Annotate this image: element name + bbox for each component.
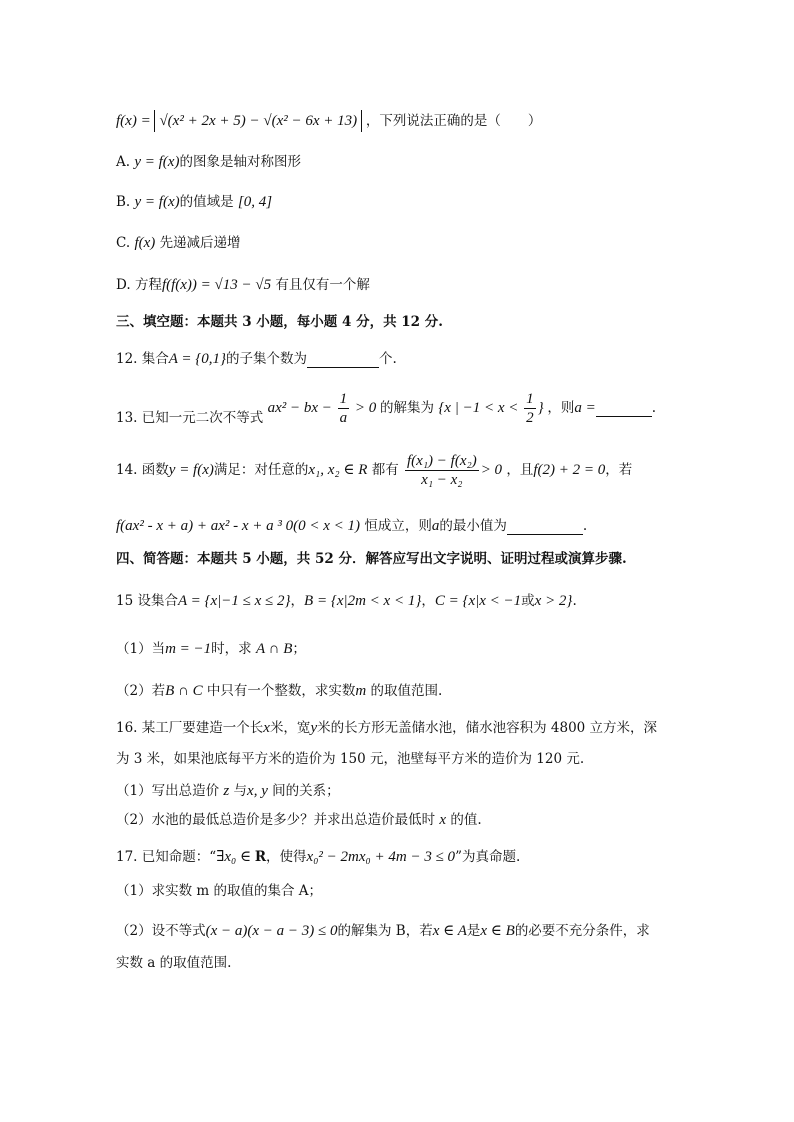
q11-stem-text: ，下列说法正确的是（ ） xyxy=(365,113,542,129)
q11-stem xyxy=(116,110,541,132)
q11-option-d: D. 方程f(f(x)) = √13 − √5 有且仅有一个解 xyxy=(116,277,370,293)
q14-answer-blank xyxy=(507,518,583,535)
q11-function-def: f(x) = √(x² + 2x + 5) − √(x² − 6x + 13) xyxy=(116,113,366,129)
q13-solution-set: {x | −1 < x < $\frac{1}{2}$ } xyxy=(438,391,544,426)
q11-option-c: C. f(x) 先递减后递增 xyxy=(116,235,241,251)
q15-part2: （2）若B ∩ C 中只有一个整数，求实数m 的取值范围. xyxy=(116,683,443,699)
q17-part1: （1）求实数 m 的取值的集合 A； xyxy=(116,883,323,899)
section-4-heading: 四、简答题：本题共 5 小题，共 52 分．解答应写出文字说明、证明过程或演算步骤. xyxy=(116,551,627,567)
q15: 15 设集合A = {x|−1 ≤ x ≤ 2}，B = {x|2m < x < 1}，C = {x|x < −1或x > 2}. xyxy=(116,593,577,609)
q16-part1: （1）写出总造价 z 与x, y 间的关系； xyxy=(116,783,340,799)
q17: 17. 已知命题：“∃x₀ ∈ R，使得x₀² − 2mx₀ + 4m − 3 ≤ 0”为真命题. xyxy=(116,849,521,865)
q13-inequality: ax² − bx − $\frac{1}{a}$ > 0 xyxy=(267,391,377,426)
q13: 13. 已知一元二次不等式 ax² − bx − $\frac{1}{a}$ > 0 的解集为 {x | −1 < x < $\frac{1}{2}$ } ，则a = . xyxy=(116,391,657,426)
q17-part2-line2: 实数 a 的取值范围. xyxy=(116,955,232,971)
q12: 12. 集合A = {0,1}的子集个数为 个. xyxy=(116,351,397,367)
q12-answer-blank xyxy=(307,351,379,368)
q14-line2: f(ax² - x + a) + ax² - x + a ³ 0(0 < x < 1) 恒成立，则a的最小值为 . xyxy=(116,518,588,534)
q17-part2: （2）设不等式(x − a)(x − a − 3) ≤ 0的解集为 B，若x ∈ A是x ∈ B的必要不充分条件，求 xyxy=(116,923,650,939)
q13-fraction: $\frac{1}{a}$ xyxy=(339,391,348,426)
q14-fraction: $\frac{\text{f(x₁) − f(x₂)}}{\text{x₁ − x₂}}$ xyxy=(407,453,477,488)
q14-line1: 14. 函数y = f(x)满足：对任意的x₁, x₂ ∈ R 都有 $\frac{\text{f(x₁) − f(x₂)}}{\text{x₁ − x₂}}$ > 0 ，且f(2) + 2 = 0，若 xyxy=(116,453,633,488)
q13-answer-blank xyxy=(596,400,652,417)
q16-line1: 16. 某工厂要建造一个长x米，宽y米的长方形无盖储水池，储水池容积为 4800 立方米，深 xyxy=(116,720,658,736)
q11-option-a: A. y = f(x)的图象是轴对称图形 xyxy=(116,154,301,170)
section-3-heading: 三、填空题：本题共 3 小题，每小题 4 分，共 12 分. xyxy=(116,314,443,330)
q15-part1: （1）当m = −1时，求 A ∩ B； xyxy=(116,641,306,657)
q16-part2: （2）水池的最低总造价是多少？并求出总造价最低时 x 的值. xyxy=(116,812,482,828)
q16-line2: 为 3 米，如果池底每平方米的造价为 150 元，池壁每平方米的造价为 120 元. xyxy=(116,751,585,767)
q11-option-b: B. y = f(x)的值域是 [0, 4] xyxy=(116,194,273,210)
